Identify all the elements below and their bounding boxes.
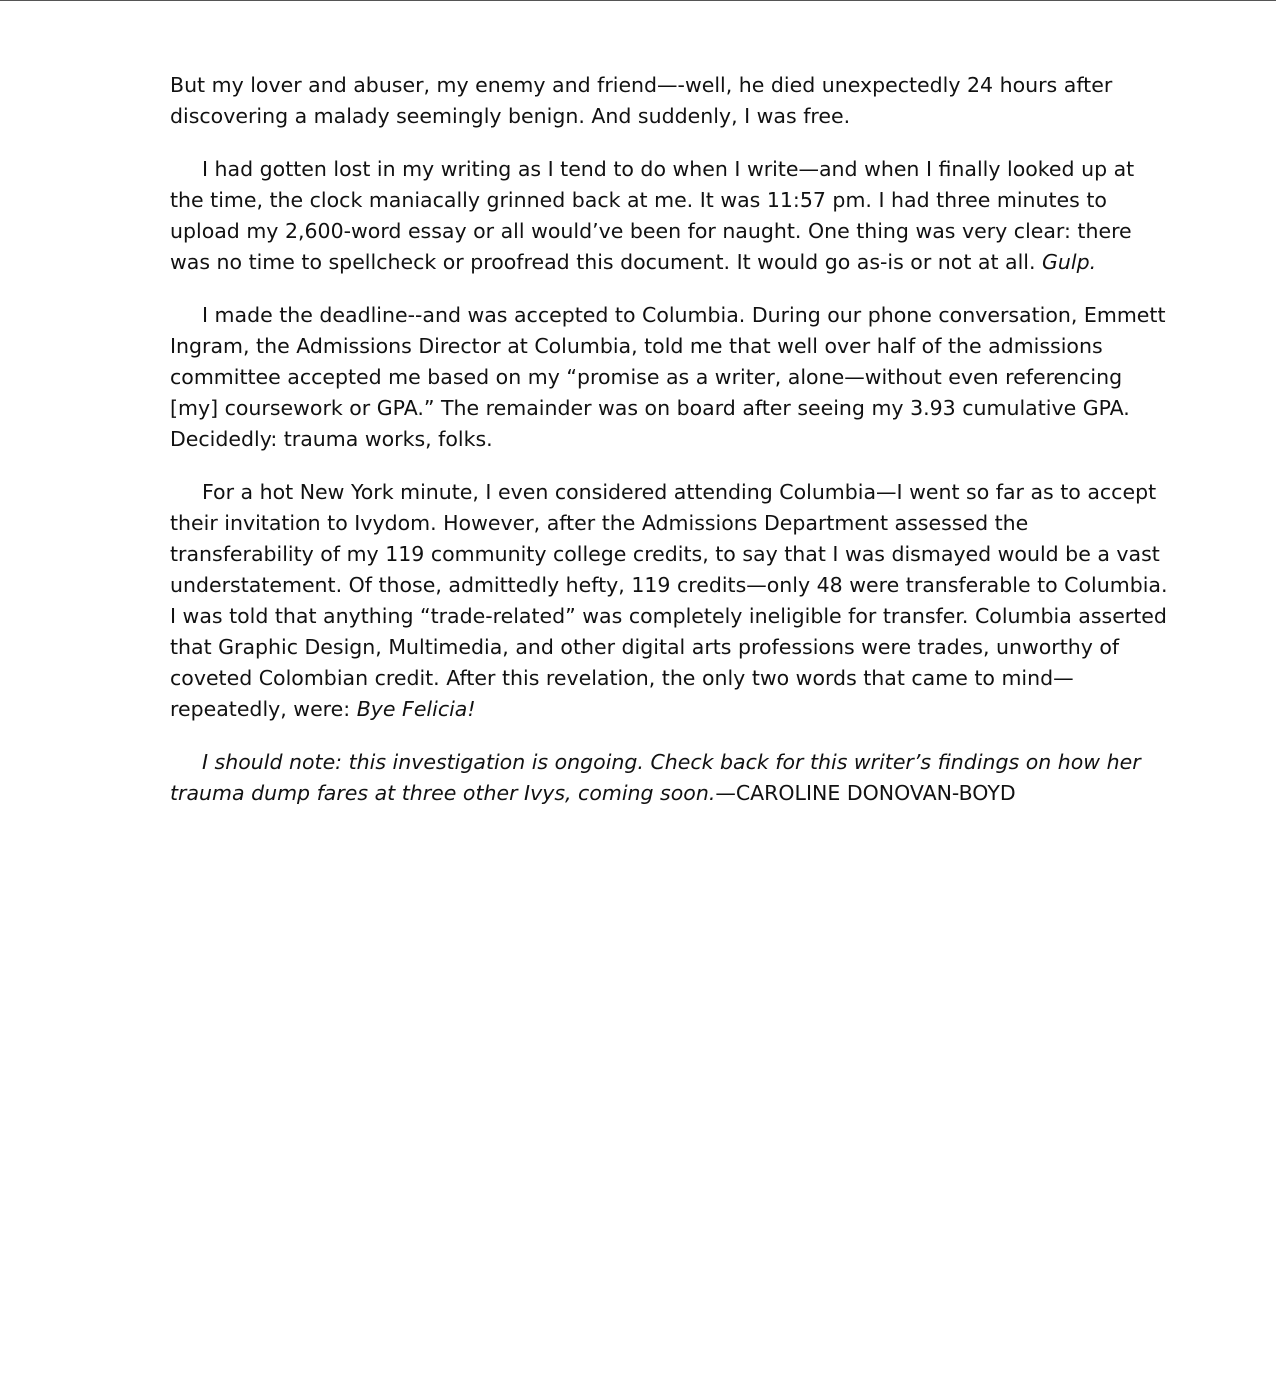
paragraph-4: [170, 477, 1170, 725]
closing-note: [170, 747, 1170, 809]
paragraph-1: But my lover and abuser, my enemy and friend—-well, he died unexpectedly 24 hours after discovering a malady seemingly benign. And suddenly, I was free.: [170, 73, 1113, 128]
closing-note-text: I should note: this investigation is ongoing. Check back for this writer’s findings on how her trauma dump fares at three other Ivys, coming soon.: [170, 750, 1141, 805]
document-body: [170, 70, 1170, 831]
author-byline: —CAROLINE DONOVAN-BOYD: [715, 781, 1016, 805]
paragraph-2-text: I had gotten lost in my writing as I tend to do when I write—and when I finally looked up at the time, the clock maniacally grinned back at me. It was 11:57 pm. I had three minutes to upload my 2,600-word essay or all would’ve been for naught. One thing was very clear: there was no time to spellcheck or proofread this document. It would go as-is or not at all.: [170, 157, 1135, 274]
paragraph-4-text: For a hot New York minute, I even considered attending Columbia—I went so far as to accept their invitation to Ivydom. However, after the Admissions Department assessed the transferability of my 119 community college credits, to say that I was dismayed would be a vast understatement. Of those, admittedly hefty, 119 credits—only 48 were transferable to Columbia. I was told that anything “trade-related” was completely ineligible for transfer. Columbia asserted that Graphic Design, Multimedia, and other digital arts professions were trades, unworthy of coveted Colombian credit. After this revelation, the only two words that came to mind—repeatedly, were:: [170, 480, 1168, 721]
paragraph-3: I made the deadline--and was accepted to Columbia. During our phone conversation, Emmett Ingram, the Admissions Director at Columbia, told me that well over half of the admissions committee accepted me based on my “promise as a writer, alone—without even referencing [my] coursework or GPA.” The remainder was on board after seeing my 3.93 cumulative GPA. Decidedly: trauma works, folks.: [170, 303, 1166, 451]
paragraph-2-emphasis: Gulp.: [1042, 250, 1097, 274]
paragraph-2: [170, 154, 1170, 278]
top-divider: [0, 0, 1276, 1]
paragraph-4-emphasis: Bye Felicia!: [356, 697, 476, 721]
